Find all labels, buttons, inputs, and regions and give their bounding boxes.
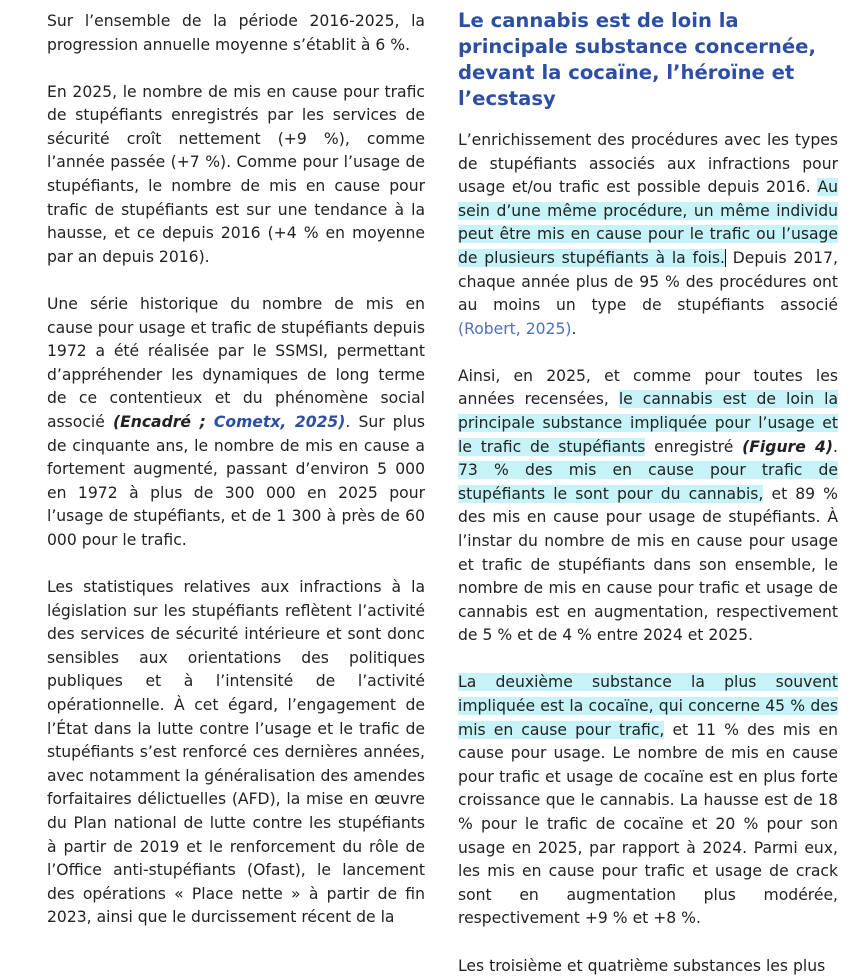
robert-reference-link[interactable]: (Robert, 2025): [458, 320, 571, 338]
paragraph-historical-series: [47, 293, 425, 553]
historical-series-text: Une série historique du nombre de mis en cause pour usage et trafic de stupéfiants depuis 1972 a été réalisée par le SSMSI, permettant d’appréhender les dynamiques de long terme de ce contentieux et du phénomène social associé: [47, 295, 425, 431]
enrichment-period: .: [571, 320, 576, 338]
paragraph-trafic-2025: En 2025, le nombre de mis en cause pour trafic de stupéfiants enregistrés par les services de sécurité croît nettement (+9 %), comme l’année passée (+7 %). Comme pour l’usage de stupéfiants, le nombre de mis en cause pour trafic de stupéfiants est sur une tendance à la hausse, et ce depuis 2016 (+4 % en moyenne par an depuis 2016).: [47, 81, 425, 270]
cocaine-after-text: et 11 % des mis en cause pour usage. Le nombre de mis en cause pour trafic et usage de cocaïne est en plus forte croissance que le cannabis. La hausse est de 18 % pour le trafic de cocaïne et 20 % pour son usage en 2025, par rapport à 2024. Parmi eux, les mis en cause pour trafic et usage de crack sont en augmentation plus modérée, respectivement +9 % et +8 %.: [458, 721, 838, 928]
paragraph-average-progression: Sur l’ensemble de la période 2016-2025, la progression annuelle moyenne s’établit à 6 %.: [47, 10, 425, 57]
section-heading: Le cannabis est de loin la principale substance concernée, devant la cocaïne, l’héroïne et l’ecstasy: [458, 8, 838, 112]
paragraph-third-fourth-substances: Les troisième et quatrième substances les plus: [458, 955, 838, 978]
highlighted-text-cannabis-share[interactable]: 73 % des mis en cause pour trafic de stupéfiants le sont pour du cannabis,: [458, 461, 838, 503]
paragraph-statistics-policy: Les statistiques relatives aux infractions à la législation sur les stupéfiants reflètent l’activité des services de sécurité intérieure et sont donc sensibles aux orientations des politiques publiques et à l’intensité de l’activité opérationnelle. À cet égard, l’engagement de l’État dans la lutte contre l’usage et le trafic de stupéfiants s’est renforcé ces dernières années, avec notamment la généralisation des amendes forfaitaires délictuelles (AFD), la mise en œuvre du Plan national de lutte contre les stupéfiants à partir de 2019 et le renforcement du rôle de l’Office anti-stupéfiants (Ofast), le lancement des opérations « Place nette » à partir de fin 2023, ainsi que le durcissement récent de la: [47, 576, 425, 930]
enrichment-text: L’enrichissement des procédures avec les types de stupéfiants associés aux infractions pour usage et/ou trafic est possible depuis 2016.: [458, 131, 838, 196]
highlighted-text-same-procedure[interactable]: Au sein d’une même procédure, un même individu peut être mis en cause pour le trafic ou l’usage de plusieurs stupéfiants à la fois.: [458, 178, 838, 267]
cometx-reference-link[interactable]: Cometx, 2025): [214, 413, 346, 431]
paragraph-procedure-enrichment: [458, 129, 838, 341]
highlighted-text-cannabis-main[interactable]: le cannabis est de loin la principale substance impliquée pour l’usage et le trafic de stupéfiants: [458, 390, 838, 455]
paragraph-cannabis-main: [458, 365, 838, 648]
figure-4-reference[interactable]: (Figure 4): [742, 438, 833, 456]
encadre-reference[interactable]: (Encadré ;: [113, 413, 206, 431]
cannabis-dot: .: [833, 438, 838, 456]
cannabis-after-text: et 89 % des mis en cause pour usage de stupéfiants. À l’instar du nombre de mis en cause pour usage et trafic de stupéfiants dans son ensemble, le nombre de mis en cause pour trafic et usage de cannabis est en augmentation, respectivement de 5 % et de 4 % entre 2024 et 2025.: [458, 485, 838, 645]
right-column: [458, 10, 838, 978]
historical-series-text-end: . Sur plus de cinquante ans, le nombre de mis en cause a fortement augmenté, passant d’environ 5 000 en 1972 à plus de 300 000 en 2025 pour l’usage de stupéfiants, et de 1 300 à près de 60 000 pour le trafic.: [47, 413, 425, 549]
cannabis-middle-text: enregistré: [645, 438, 742, 456]
left-column: [47, 10, 425, 930]
highlighted-text-cocaine[interactable]: La deuxième substance la plus souvent impliquée est la cocaïne, qui concerne 45 % des mis en cause pour trafic,: [458, 673, 838, 738]
cannabis-intro-text: Ainsi, en 2025, et comme pour toutes les années recensées,: [458, 367, 838, 409]
enrichment-text-end: Depuis 2017, chaque année plus de 95 % des procédures ont au moins un type de stupéfiants associé: [458, 249, 838, 314]
paragraph-cocaine: [458, 671, 838, 931]
